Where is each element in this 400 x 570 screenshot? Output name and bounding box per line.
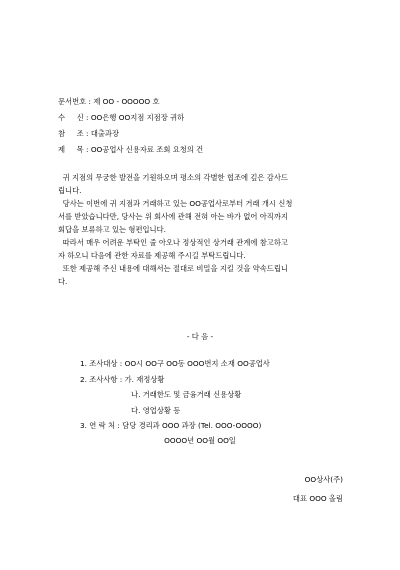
paragraph-line: 당사는 이번에 귀 지점과 거래하고 있는 OO공업사로부터 거래 개시 신청 — [58, 199, 293, 208]
list-item: 2. 조사사항 : 가. 재정상황 — [80, 374, 165, 384]
paragraph-line: 또한 제공해 주신 내용에 대해서는 절대로 비밀을 지킬 것을 약속드립니 — [58, 264, 288, 273]
paragraph-line: 서를 받았습니다만, 당사는 위 회사에 관해 전혀 아는 바가 없어 아직까지 — [58, 212, 288, 221]
subject-label: 제 목 — [58, 145, 84, 154]
paragraph-line: 귀 지점의 무궁한 발전을 기원하오며 평소의 각별한 협조에 깊은 감사드 — [58, 173, 288, 182]
subject-row: 제 목 : OO공업사 신용자료 조회 요청의 건 — [58, 145, 204, 154]
list-item: 3. 연 락 처 : 담당 경리과 OOO 과장 (Tel. OOO-OOOO) — [80, 421, 262, 430]
recipient-row: 수 신 : OO은행 OO지점 지점장 귀하 — [58, 113, 185, 122]
paragraph-line: 자 하오니 다음에 관한 자료를 제공해 주시길 부탁드립니다. — [58, 251, 246, 260]
paragraph-line: 회답을 보류하고 있는 형편입니다. — [58, 225, 166, 234]
cc-value: 대출과장 — [90, 129, 120, 138]
details-list — [80, 359, 270, 437]
body-paragraph-1 — [58, 173, 356, 199]
paragraph-line: 립니다. — [58, 186, 82, 195]
details-heading: - 다 음 - — [186, 332, 214, 341]
body-paragraph-4 — [58, 264, 356, 290]
body-paragraph-2 — [58, 199, 356, 238]
doc-number-value: 제 OO - OOOOO 호 — [93, 97, 160, 106]
paragraph-line: 다. — [58, 277, 68, 286]
subject-value: OO공업사 신용자료 조회 요청의 건 — [90, 145, 204, 154]
list-item: 나. 거래한도 및 금융거래 신용상황 — [80, 390, 242, 399]
body-paragraph-3 — [58, 238, 356, 264]
sender-representative: 대표 OOO 올림 — [292, 494, 343, 503]
cc-row: 참 조 : 대출과장 — [58, 129, 120, 138]
doc-number-label: 문서번호 — [58, 97, 87, 106]
document-date: OOOO년 OO월 OO일 — [164, 436, 236, 445]
recipient-value: OO은행 OO지점 지점장 귀하 — [90, 113, 185, 122]
list-item: 1. 조사대상 : OO시 OO구 OO동 OOO번지 소재 OO공업사 — [80, 359, 270, 368]
sender-block — [293, 475, 343, 513]
cc-label: 참 조 — [58, 129, 84, 138]
list-item: 다. 영업상황 등 — [80, 405, 181, 415]
doc-number-row: 문서번호 : 제 OO - OOOOO 호 — [58, 97, 160, 106]
document-header — [58, 97, 203, 161]
recipient-label: 수 신 — [58, 113, 84, 122]
sender-company: OO상사(주) — [304, 475, 343, 484]
paragraph-line: 따라서 매우 어려운 부탁인 줄 아오나 정상적인 상거래 관계에 참고하고 — [58, 238, 288, 247]
